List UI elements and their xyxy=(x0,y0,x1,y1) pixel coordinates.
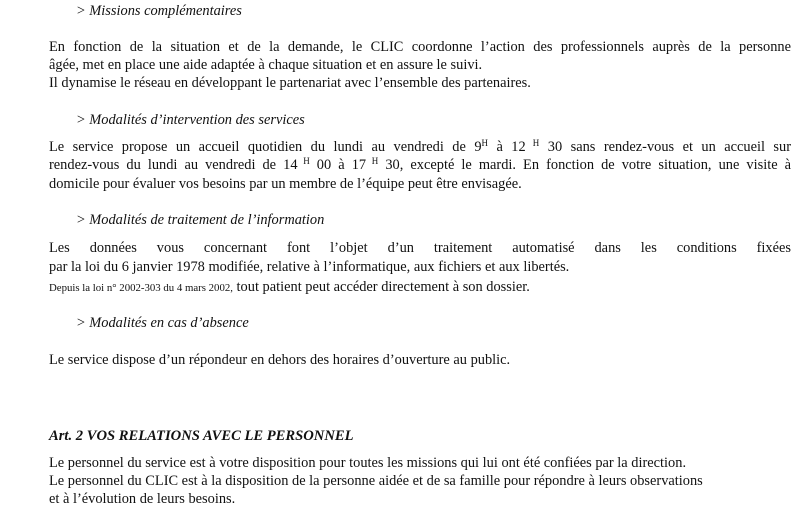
text-run: 30, excepté le mardi. En fonction de votre situation, une visite à xyxy=(378,157,792,173)
section-heading-intervention: > Modalités d’intervention des services xyxy=(76,112,305,128)
section-heading-traitement: > Modalités de traitement de l’information xyxy=(76,212,325,228)
paragraph-line: domicile pour évaluer vos besoins par un membre de l’équipe peut être envisagée. xyxy=(49,176,522,192)
paragraph-line: Le personnel du service est à votre disposition pour toutes les missions qui lui ont été confiées par la direction. xyxy=(49,455,687,471)
article-title: Art. 2 VOS RELATIONS AVEC LE PERSONNEL xyxy=(49,428,354,444)
paragraph-line: Les données vous concernant font l’objet d’un traitement automatisé dans les conditions fixées xyxy=(49,240,791,256)
text-run: 00 à 17 xyxy=(309,157,367,173)
text-run: tout patient peut accéder directement à son dossier. xyxy=(232,279,530,295)
paragraph-line-hours-2 xyxy=(49,156,791,174)
section-heading-missions: > Missions complémentaires xyxy=(76,3,242,19)
hour-superscript: H xyxy=(297,156,310,166)
text-run: 30 sans rendez-vous et un accueil sur xyxy=(539,139,792,155)
hour-superscript: H xyxy=(366,156,379,166)
paragraph-line: par la loi du 6 janvier 1978 modifiée, relative à l’informatique, aux fichiers et aux libertés. xyxy=(49,259,570,275)
paragraph-line: Le personnel du CLIC est à la disposition de la personne aidée et de sa famille pour répondre à leurs observations xyxy=(49,473,703,489)
paragraph-line: En fonction de la situation et de la demande, le CLIC coordonne l’action des professionnels auprès de la personne xyxy=(49,39,791,55)
paragraph-line: Il dynamise le réseau en développant le partenariat avec l’ensemble des partenaires. xyxy=(49,75,531,91)
hour-superscript: H xyxy=(525,138,540,148)
text-run: à 12 xyxy=(488,139,526,155)
text-run: Le service propose un accueil quotidien du lundi au vendredi de 9 xyxy=(49,139,482,155)
paragraph-line: et à l’évolution de leurs besoins. xyxy=(49,491,236,507)
section-heading-absence: > Modalités en cas d’absence xyxy=(76,315,249,331)
paragraph-line-law xyxy=(49,278,530,297)
paragraph-line-hours-1 xyxy=(49,138,791,156)
paragraph-line: âgée, met en place une aide adaptée à chaque situation et en assure le suivi. xyxy=(49,57,483,73)
text-run: rendez-vous du lundi au vendredi de 14 xyxy=(49,157,298,173)
law-reference: Depuis la loi n° 2002-303 du 4 mars 2002, xyxy=(49,282,233,294)
hour-superscript: H xyxy=(481,138,489,148)
paragraph-line: Le service dispose d’un répondeur en dehors des horaires d’ouverture au public. xyxy=(49,352,511,368)
